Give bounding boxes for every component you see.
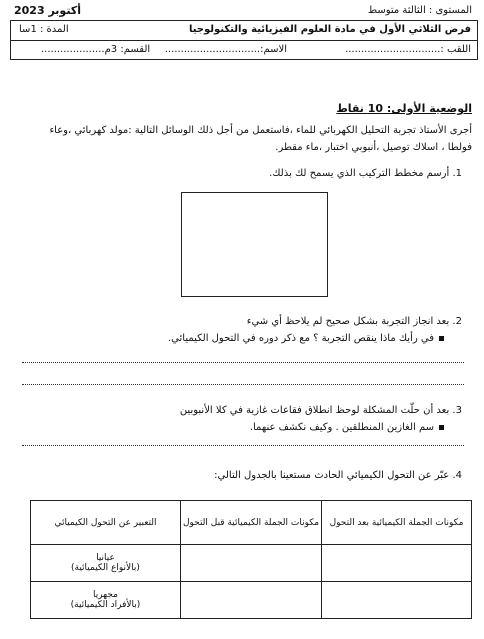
row-label-main: عيانيا: [96, 553, 115, 563]
question-2-bullet: [168, 333, 444, 344]
table-row: [31, 545, 472, 582]
name-field[interactable]: الاسم:..............................: [164, 44, 287, 55]
surname-field[interactable]: اللقب :..............................: [345, 44, 471, 55]
question-3: 3. بعد أن حلّت المشكلة لوحظ انطلاق فقاعات غازية في كلا الأنبوبين: [179, 405, 462, 416]
situation-title: الوضعية الأولى: 10 نقاط: [336, 102, 472, 115]
row-label-sub: (بالأفراد الكيميائية): [70, 600, 141, 610]
table-cell-answer[interactable]: [180, 545, 321, 582]
transformation-table: [30, 500, 472, 619]
table-header-before: مكونات الجملة الكيميائية قبل التحول: [180, 501, 321, 545]
table-row-label: [31, 545, 181, 582]
bullet-icon: [439, 425, 444, 430]
bullet-icon: [439, 336, 444, 341]
level-label: المستوى : الثالثة متوسط: [367, 5, 472, 16]
question-3-bullet: [250, 422, 444, 433]
exam-date: أكتوبر 2023: [14, 4, 81, 17]
answer-line[interactable]: [22, 362, 464, 363]
duration-label: المدة : 1سا: [19, 24, 69, 35]
intro-line-1: أجرى الأستاذ تجربة التحليل الكهربائي للماء ،فاستعمل من أجل ذلك الوسائل التالية :مولد كهربائي ،وعاء: [49, 125, 472, 136]
table-cell-answer[interactable]: [322, 582, 472, 619]
table-cell-answer[interactable]: [322, 545, 472, 582]
table-header-expression: التعبير عن التحول الكيميائي: [31, 501, 181, 545]
table-row-label: [31, 582, 181, 619]
section-field[interactable]: القسم: 3م....................: [41, 44, 151, 55]
table-header-after: مكونات الجملة الكيميائية بعد التحول: [322, 501, 472, 545]
header-title-row: [11, 21, 477, 40]
exam-title: فرض الثلاثي الأول في مادة العلوم الفيزيائية والتكنولوجيا: [188, 24, 471, 35]
table-header-row: [31, 501, 472, 545]
drawing-box[interactable]: [181, 192, 328, 297]
answer-line[interactable]: [22, 445, 464, 446]
question-2: 2. بعد انجاز التجربة بشكل صحيح لم يلاحظ أي شيء: [246, 316, 462, 327]
question-1: 1. أرسم مخطط التركيب الذي يسمح لك بذلك.: [269, 168, 462, 179]
header-box: [10, 20, 478, 60]
question-3-bullet-text: سم الغازين المنطلقين . وكيف نكشف عنهما.: [249, 422, 434, 433]
table-row: [31, 582, 472, 619]
answer-line[interactable]: [22, 384, 464, 385]
intro-line-2: فولطا ، اسلاك توصيل ،أنبوبي اختبار ،ماء مقطر.: [275, 142, 472, 153]
row-label-main: مجهريا: [92, 590, 118, 600]
table-cell-answer[interactable]: [180, 582, 321, 619]
row-label-sub: (بالأنواع الكيميائية): [71, 563, 140, 573]
question-4: 4. عبّر عن التحول الكيميائي الحادث مستعينا بالجدول التالي:: [214, 470, 462, 481]
question-2-bullet-text: في رأيك ماذا ينقص التجربة ؟ مع ذكر دوره في التحول الكيميائي.: [167, 333, 434, 344]
header-student-row: [11, 40, 477, 60]
